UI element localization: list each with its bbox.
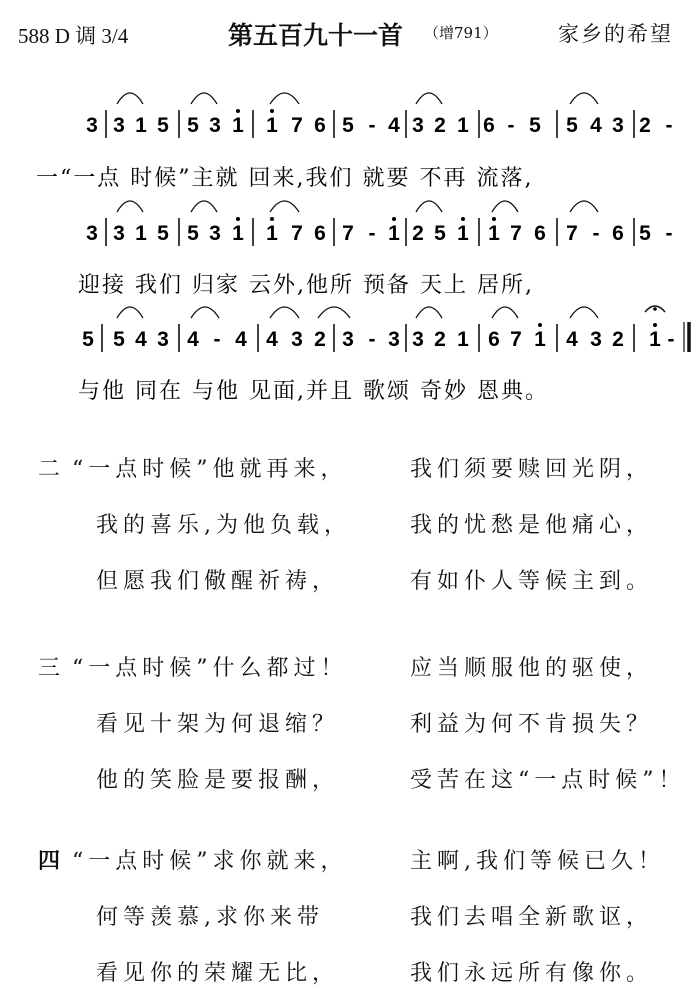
note: 5 <box>529 114 541 137</box>
note: 3 <box>86 222 98 245</box>
note: 7 <box>291 114 303 137</box>
verse-line-left: 他的笑脸是要报酬， <box>96 768 340 793</box>
slur <box>416 201 442 212</box>
note: 1 <box>135 114 147 137</box>
note: 2 <box>434 328 446 351</box>
slur <box>318 307 350 318</box>
verse-line-left: 何等羡慕,求你来带 <box>96 905 324 930</box>
verse-number: 三 <box>38 656 66 681</box>
high-octave-dot <box>236 109 240 113</box>
note: 1 <box>266 222 278 245</box>
verse-number: 二 <box>38 457 66 482</box>
slur <box>191 93 217 104</box>
high-octave-dot <box>270 217 274 221</box>
verse-line-right: 主啊,我们等候已久！ <box>410 849 665 874</box>
fermata-dot <box>653 307 657 311</box>
note: 5 <box>566 114 578 137</box>
note: 5 <box>187 114 199 137</box>
slur <box>117 93 143 104</box>
note: 5 <box>639 222 651 245</box>
note: 3 <box>612 114 624 137</box>
lyric-line: 与他 同在 与他 见面,并且 歌颂 奇妙 恩典。 <box>78 379 549 404</box>
note: 2 <box>434 114 446 137</box>
dash-note: - <box>667 328 675 351</box>
dash-note: - <box>665 114 673 137</box>
note: 5 <box>187 222 199 245</box>
note: 3 <box>590 328 602 351</box>
slur <box>270 93 299 104</box>
note: 7 <box>342 222 354 245</box>
note: 4 <box>590 114 602 137</box>
note: 7 <box>566 222 578 245</box>
note: 3 <box>209 222 221 245</box>
slur <box>117 201 143 212</box>
note: 6 <box>483 114 495 137</box>
note: 2 <box>612 328 624 351</box>
note: 4 <box>187 328 199 351</box>
slur <box>270 201 299 212</box>
note: 5 <box>157 114 169 137</box>
note: 5 <box>342 114 354 137</box>
note: 6 <box>314 114 326 137</box>
note: 1 <box>232 114 244 137</box>
note: 3 <box>113 114 125 137</box>
note: 3 <box>388 328 400 351</box>
note: 1 <box>266 114 278 137</box>
slur <box>570 93 598 104</box>
slur <box>492 307 518 318</box>
note: 4 <box>135 328 147 351</box>
note: 2 <box>314 328 326 351</box>
note: 1 <box>488 222 500 245</box>
high-octave-dot <box>461 217 465 221</box>
verse-line-right: 应当顺服他的驱使， <box>410 656 654 681</box>
verse-number: 四 <box>38 848 66 874</box>
note: 2 <box>639 114 651 137</box>
note: 1 <box>534 328 546 351</box>
note: 7 <box>291 222 303 245</box>
slur <box>191 307 219 318</box>
note: 4 <box>235 328 247 351</box>
note: 2 <box>412 222 424 245</box>
verse-line-left: 看见十架为何退缩？ <box>96 712 340 737</box>
slur <box>270 307 299 318</box>
high-octave-dot <box>270 109 274 113</box>
slur <box>416 93 442 104</box>
note: 4 <box>388 114 400 137</box>
note: 6 <box>534 222 546 245</box>
note: 3 <box>291 328 303 351</box>
verse-line-right: 我们永远所有像你。 <box>410 961 654 986</box>
note: 6 <box>488 328 500 351</box>
note: 5 <box>157 222 169 245</box>
verse-line-left: 看见你的荣耀无比， <box>96 961 340 986</box>
dash-note: - <box>507 114 515 137</box>
note: 5 <box>113 328 125 351</box>
verse-line-right: 我们去唱全新歌讴， <box>410 905 654 930</box>
verse-line-left: “一点时候”求你就来， <box>72 849 348 874</box>
high-octave-dot <box>492 217 496 221</box>
note: 1 <box>388 222 400 245</box>
verse-line-left: 但愿我们儆醒祈祷， <box>96 569 340 594</box>
slur <box>191 201 217 212</box>
note: 3 <box>412 114 424 137</box>
note: 3 <box>157 328 169 351</box>
slur <box>416 307 442 318</box>
high-octave-dot <box>236 217 240 221</box>
verse-line-left: “一点时候”他就再来， <box>72 457 348 482</box>
hymn-number: 588 D 调 3/4 <box>18 24 129 48</box>
note: 7 <box>510 222 522 245</box>
note: 3 <box>209 114 221 137</box>
note: 3 <box>113 222 125 245</box>
note: 1 <box>457 222 469 245</box>
note: 3 <box>342 328 354 351</box>
note: 3 <box>412 328 424 351</box>
note: 1 <box>457 114 469 137</box>
verse-line-right: 我的忧愁是他痛心， <box>410 513 654 538</box>
high-octave-dot <box>538 323 542 327</box>
verse-line-right: 我们须要赎回光阴， <box>410 457 654 482</box>
note: 7 <box>510 328 522 351</box>
dash-note: - <box>368 328 376 351</box>
note: 6 <box>612 222 624 245</box>
slur <box>570 307 598 318</box>
note: 3 <box>86 114 98 137</box>
high-octave-dot <box>392 217 396 221</box>
verse-line-left: 我的喜乐,为他负载， <box>96 513 351 538</box>
note: 5 <box>82 328 94 351</box>
verse-line-right: 受苦在这“一点时候”！ <box>410 768 686 793</box>
hymn-title: 第五百九十一首 <box>228 21 404 50</box>
hymn-subtitle: 家乡的希望 <box>558 22 673 46</box>
note: 1 <box>135 222 147 245</box>
slur <box>117 307 143 318</box>
verse-line-right: 利益为何不肯损失？ <box>410 712 654 737</box>
verse-line-left: “一点时候”什么都过！ <box>72 656 348 681</box>
slur <box>492 201 518 212</box>
lyric-line: 迎接 我们 归家 云外,他所 预备 天上 居所, <box>78 273 534 298</box>
slur <box>570 201 598 212</box>
note: 5 <box>434 222 446 245</box>
dash-note: - <box>665 222 673 245</box>
note: 4 <box>266 328 278 351</box>
verse-line-right: 有如仆人等候主到。 <box>410 569 654 594</box>
dash-note: - <box>592 222 600 245</box>
note: 4 <box>566 328 578 351</box>
dash-note: - <box>368 114 376 137</box>
note: 6 <box>314 222 326 245</box>
supplement-number: （增791） <box>424 24 498 42</box>
note: 1 <box>457 328 469 351</box>
dash-note: - <box>213 328 221 351</box>
note: 1 <box>232 222 244 245</box>
lyric-line: 一“一点 时候”主就 回来,我们 就要 不再 流落, <box>36 166 534 191</box>
note: 1 <box>649 328 661 351</box>
high-octave-dot <box>653 323 657 327</box>
dash-note: - <box>368 222 376 245</box>
